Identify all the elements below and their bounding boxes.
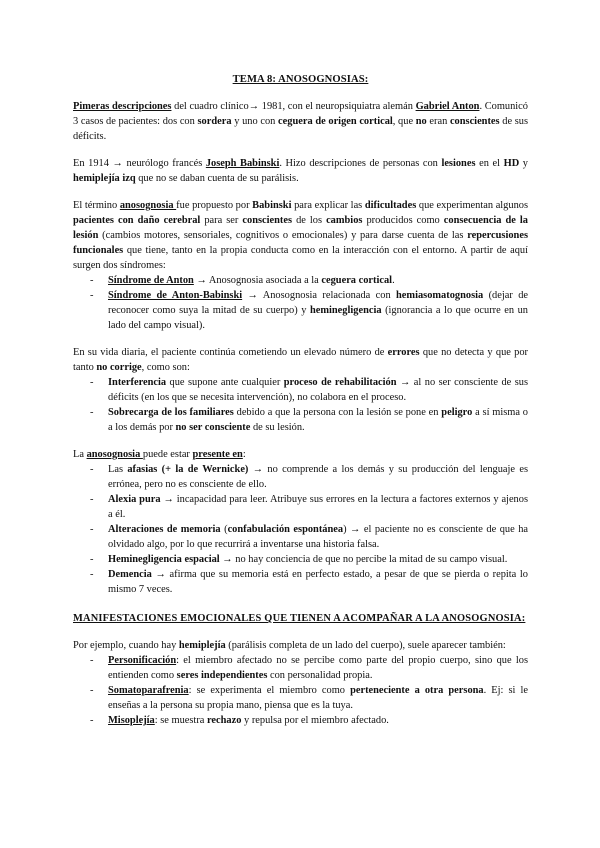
text: Las bbox=[108, 464, 128, 475]
highlight-term: Babinski bbox=[252, 200, 292, 211]
dash-bullet: - bbox=[90, 715, 94, 726]
list-item bbox=[73, 405, 528, 435]
highlight-term: Alteraciones de memoria bbox=[108, 524, 221, 535]
text: de los bbox=[292, 215, 327, 226]
highlight-term: pacientes con daño cerebral bbox=[73, 215, 201, 226]
list-item bbox=[73, 288, 528, 333]
dash-bullet: - bbox=[90, 569, 94, 580]
dash-bullet: - bbox=[90, 524, 94, 535]
list-item bbox=[73, 552, 528, 567]
text: debido a que la persona con la lesión se pone en bbox=[233, 407, 442, 418]
text: eran bbox=[426, 116, 450, 127]
paragraph-babinski bbox=[73, 156, 528, 186]
highlight-term: Heminegligencia espacial bbox=[108, 554, 220, 565]
highlight-term: hemiplejía izq bbox=[73, 173, 136, 184]
highlight-term: peligro bbox=[441, 407, 473, 418]
text: . bbox=[392, 275, 395, 286]
list-item bbox=[73, 567, 528, 597]
highlight-term: sordera bbox=[197, 116, 232, 127]
text: El término bbox=[73, 200, 120, 211]
text: de su lesión. bbox=[250, 422, 305, 433]
paragraph-present-in bbox=[73, 447, 528, 462]
highlight-term: conscientes bbox=[449, 116, 500, 127]
paragraph-term-definition bbox=[73, 198, 528, 273]
text: → no comprende a los demás y su producción del lenguaje es errónea, pero no es consciente de ello. bbox=[108, 464, 528, 490]
dash-bullet: - bbox=[90, 685, 94, 696]
text: . Comunicó 3 casos de pacientes: dos con bbox=[73, 101, 528, 127]
text: (dejar de reconocer como suya la mitad de su cuerpo) y bbox=[108, 290, 528, 316]
text: : el miembro afectado no se percibe como parte del propio cuerpo, sino que los entienden como bbox=[108, 655, 528, 681]
page-title: TEMA 8: ANOSOGNOSIAS: bbox=[232, 74, 369, 85]
highlight-term: Pimeras descripciones bbox=[73, 101, 172, 112]
text: producidos como bbox=[362, 215, 444, 226]
dash-bullet: - bbox=[90, 275, 94, 286]
highlight-term: HD bbox=[503, 158, 520, 169]
text: En 1914 → neurólogo francés bbox=[73, 158, 206, 169]
highlight-term: hemiasomatognosia bbox=[396, 290, 484, 301]
section-heading: MANIFESTACIONES EMOCIONALES QUE TIENEN A ACOMPAÑAR A LA ANOSOGNOSIA: bbox=[73, 613, 526, 624]
dash-bullet: - bbox=[90, 655, 94, 666]
text: , que bbox=[392, 116, 416, 127]
text: a sí misma o a los demás por bbox=[108, 407, 528, 433]
list-item bbox=[73, 713, 528, 728]
text: de sus déficits. bbox=[73, 116, 529, 142]
syndrome-name: Síndrome de Anton bbox=[108, 275, 194, 286]
text: que supone ante cualquier bbox=[166, 377, 284, 388]
dash-bullet: - bbox=[90, 554, 94, 565]
list-item bbox=[73, 522, 528, 552]
highlight-term: consecuencia de la lesión bbox=[73, 215, 529, 241]
paragraph-daily-life bbox=[73, 345, 528, 375]
highlight-term: ceguera cortical bbox=[321, 275, 393, 286]
list-item bbox=[73, 492, 528, 522]
text: y repulsa por el miembro afectado. bbox=[241, 715, 389, 726]
highlight-term: Interferencia bbox=[108, 377, 167, 388]
dash-bullet: - bbox=[90, 377, 94, 388]
dash-bullet: - bbox=[90, 407, 94, 418]
highlight-term: repercusiones funcionales bbox=[73, 230, 528, 256]
text: que no se daban cuenta de su parálisis. bbox=[135, 173, 299, 184]
text: . Hizo descripciones de personas con bbox=[279, 158, 442, 169]
text: y bbox=[519, 158, 528, 169]
highlight-term: rechazo bbox=[207, 715, 242, 726]
text: → no hay conciencia de que no percibe la mitad de su campo visual. bbox=[219, 554, 508, 565]
present-in-list bbox=[73, 462, 528, 597]
highlight-term: conscientes bbox=[242, 215, 293, 226]
text: La bbox=[73, 449, 87, 460]
highlight-term: presente en bbox=[192, 449, 243, 460]
text: Por ejemplo, cuando hay bbox=[73, 640, 179, 651]
highlight-term: Demencia bbox=[108, 569, 152, 580]
text: para explicar las bbox=[291, 200, 365, 211]
text: que experimentan algunos bbox=[416, 200, 529, 211]
dash-bullet: - bbox=[90, 290, 94, 301]
highlight-term: no corrige bbox=[96, 362, 142, 373]
text: para ser bbox=[200, 215, 243, 226]
highlight-term: hemiplejía bbox=[178, 640, 226, 651]
text: → Anosognosia asociada a la bbox=[193, 275, 322, 286]
highlight-term: no bbox=[415, 116, 427, 127]
list-item bbox=[73, 653, 528, 683]
text: con personalidad propia. bbox=[267, 670, 373, 681]
highlight-term: anosognosia bbox=[119, 200, 177, 211]
errors-list bbox=[73, 375, 528, 435]
highlight-term: Somatoparafrenia bbox=[108, 685, 189, 696]
text: → afirma que su memoria está en perfecto estado, a pesar de que se pierda o repita lo mismo 7 veces. bbox=[108, 569, 528, 595]
highlight-term: confabulación espontánea bbox=[227, 524, 344, 535]
highlight-term: ceguera de origen cortical bbox=[278, 116, 393, 127]
highlight-term: errores bbox=[387, 347, 420, 358]
syndrome-list bbox=[73, 273, 528, 333]
highlight-term: afasias (+ la de Wernicke) bbox=[127, 464, 249, 475]
person-name: Joseph Babinski bbox=[205, 158, 280, 169]
highlight-term: cambios bbox=[326, 215, 363, 226]
highlight-term: anosognosia bbox=[86, 449, 143, 460]
paragraph-first-descriptions bbox=[73, 99, 528, 144]
list-item bbox=[73, 462, 528, 492]
text: en el bbox=[475, 158, 504, 169]
text: → al no ser consciente de sus déficits (en los que se necesita intervención), no colabora en el proceso. bbox=[108, 377, 528, 403]
highlight-term: dificultades bbox=[364, 200, 417, 211]
text: del cuadro clínico→ 1981, con el neuropsiquiatra alemán bbox=[171, 101, 416, 112]
syndrome-name: Síndrome de Anton-Babinski bbox=[108, 290, 243, 301]
text: (cambios motores, sensoriales, cognitivos o emocionales) y para darse cuenta de las bbox=[98, 230, 468, 241]
person-name: Gabriel Anton bbox=[415, 101, 480, 112]
highlight-term: Personificación bbox=[108, 655, 177, 666]
text: (parálisis completa de un lado del cuerpo), suele aparecer también: bbox=[225, 640, 506, 651]
text: fue propuesto por bbox=[176, 200, 253, 211]
text: , como son: bbox=[141, 362, 190, 373]
text: → incapacidad para leer. Atribuye sus errores en la lectura a factores externos y ajenos a él. bbox=[108, 494, 528, 520]
highlight-term: proceso de rehabilitación bbox=[283, 377, 397, 388]
text: : se experimenta el miembro como bbox=[188, 685, 351, 696]
text: : bbox=[242, 449, 246, 460]
dash-bullet: - bbox=[90, 494, 94, 505]
text: ( bbox=[220, 524, 228, 535]
list-item bbox=[73, 375, 528, 405]
text: que tiene, tanto en la propia conducta como en la interacción con el entorno. A partir de aquí surgen dos síndromes: bbox=[73, 245, 528, 271]
text: y uno con bbox=[231, 116, 279, 127]
highlight-term: Alexia pura bbox=[108, 494, 161, 505]
text: ) → el paciente no es consciente de que ha olvidado algo, por lo que recurrirá a inventarse una historia falsa. bbox=[108, 524, 528, 550]
text: . Ej: si le enseñas a la persona su propia mano, piensa que es la tuya. bbox=[108, 685, 528, 711]
highlight-term: heminegligencia bbox=[309, 305, 382, 316]
dash-bullet: - bbox=[90, 464, 94, 475]
list-item bbox=[73, 273, 528, 288]
emotional-list bbox=[73, 653, 528, 728]
text: (ignorancia a lo que ocurre en un lado del campo visual). bbox=[108, 305, 528, 331]
text: puede estar bbox=[142, 449, 193, 460]
text: En su vida diaria, el paciente continúa cometiendo un elevado número de bbox=[73, 347, 388, 358]
highlight-term: Sobrecarga de los familiares bbox=[108, 407, 234, 418]
paragraph-hemiplegia bbox=[73, 638, 528, 653]
highlight-term: perteneciente a otra persona bbox=[350, 685, 484, 696]
document-body bbox=[73, 72, 528, 740]
list-item bbox=[73, 683, 528, 713]
text: → Anosognosia relacionada con bbox=[242, 290, 397, 301]
highlight-term: seres independientes bbox=[176, 670, 268, 681]
highlight-term: no ser consciente bbox=[175, 422, 251, 433]
highlight-term: lesiones bbox=[441, 158, 476, 169]
text: que no detecta y que por tanto bbox=[73, 347, 528, 373]
text: : se muestra bbox=[154, 715, 207, 726]
highlight-term: Misoplejía bbox=[108, 715, 155, 726]
